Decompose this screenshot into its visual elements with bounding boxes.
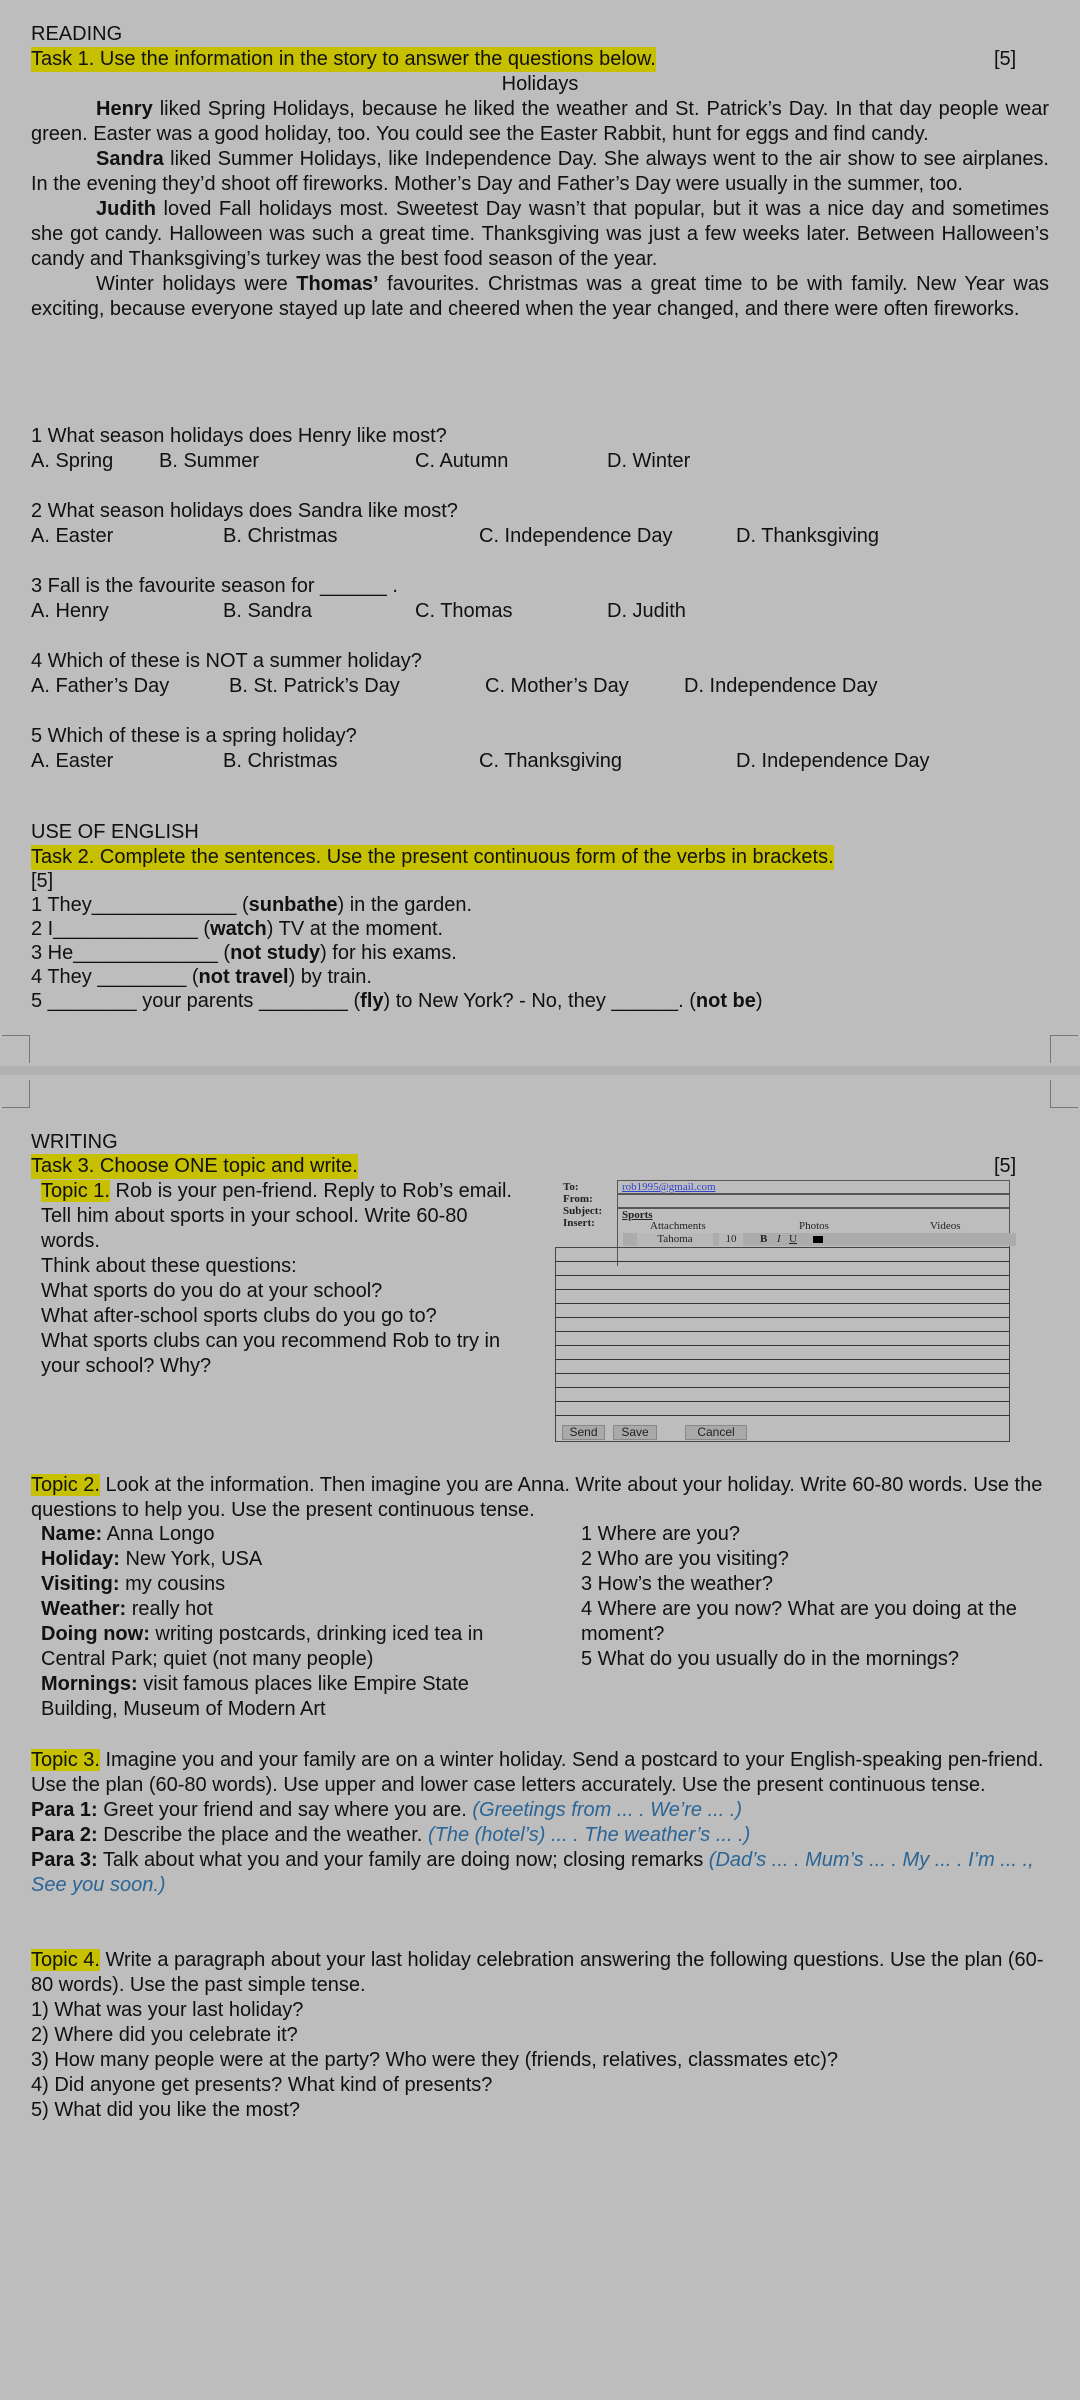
page-separator — [0, 1066, 1080, 1075]
info-name: Name: Anna Longo — [41, 1523, 215, 1545]
answer-option[interactable]: D. Thanksgiving — [736, 525, 880, 547]
task2-points: [5] — [31, 870, 54, 892]
text-line: 4 Where are you now? What are you doing at the moment? — [581, 1598, 1017, 1645]
text-line: 2) Where did you celebrate it? — [31, 2024, 298, 2046]
answer-option[interactable]: B. Christmas — [223, 750, 338, 772]
info-doing-now: Doing now: writing postcards, drinking iced tea in Central Park; quiet (not many people) — [41, 1623, 484, 1670]
answer-option[interactable]: B. St. Patrick’s Day — [229, 675, 400, 697]
color-picker-icon[interactable] — [813, 1236, 823, 1243]
topic1-think: Think about these questions: — [41, 1255, 297, 1277]
question-4: 4 Which of these is NOT a summer holiday? — [31, 650, 422, 672]
sentence-5: 5 ________ your parents ________ (fly) to New York? - No, they ______. (not be) — [31, 990, 763, 1012]
subject-label: Subject: — [563, 1205, 603, 1217]
topic1-text: Topic 1. Rob is your pen-friend. Reply to Rob’s email. Tell him about sports in your school. Write 60-80 words. — [41, 1180, 512, 1252]
info-mornings: Mornings: visit famous places like Empire State Building, Museum of Modern Art — [41, 1673, 469, 1720]
answer-option[interactable]: D. Independence Day — [684, 675, 878, 697]
topic4-text: Topic 4. Write a paragraph about your last holiday celebration answering the following questions. Use the plan (60-80 words). Use the past simple tense. — [31, 1949, 1044, 1996]
task2-instruction: Task 2. Complete the sentences. Use the present continuous form of the verbs in brackets. — [31, 846, 834, 868]
size-select[interactable]: 10 — [719, 1233, 743, 1246]
story-paragraph-judith: Judith loved Fall holidays most. Sweetest Day wasn’t that popular, but it was a nice day and sometimes she got candy. Halloween was such a great time. Thanksgiving was just a few weeks later. Between Halloween’s candy and Thanksgiving’s turkey was the best food season of the year. — [31, 198, 1049, 270]
topic1-question: What sports clubs can you recommend Rob to try in your school? Why? — [41, 1330, 501, 1377]
insert-videos[interactable]: Videos — [930, 1220, 961, 1232]
subject-field[interactable]: Sports — [617, 1208, 1010, 1266]
save-button[interactable]: Save — [613, 1425, 657, 1440]
info-holiday: Holiday: New York, USA — [41, 1548, 263, 1570]
page-corner-mark — [1050, 1035, 1078, 1063]
text-line: 2 Who are you visiting? — [581, 1548, 789, 1570]
task1-instruction: Task 1. Use the information in the story to answer the questions below. — [31, 48, 656, 70]
text-line: 3 How’s the weather? — [581, 1573, 773, 1595]
topic1-question: What after-school sports clubs do you go to? — [41, 1305, 437, 1327]
bold-button[interactable]: B — [760, 1233, 768, 1245]
story-title: Holidays — [501, 73, 579, 95]
page-corner-mark — [2, 1080, 30, 1108]
from-label: From: — [563, 1193, 593, 1205]
answer-option[interactable]: C. Independence Day — [479, 525, 673, 547]
topic3-text: Topic 3. Imagine you and your family are on a winter holiday. Send a postcard to your English-speaking pen-friend. Use the plan (60-80 words). Use upper and lower case letters accurately. Use the present continuous tense. — [31, 1749, 1044, 1796]
insert-attachments[interactable]: Attachments — [650, 1220, 706, 1232]
page-corner-mark — [1050, 1080, 1078, 1108]
answer-option[interactable]: B. Sandra — [223, 600, 312, 622]
answer-option[interactable]: A. Easter — [31, 750, 114, 772]
sentence-1: 1 They_____________ (sunbathe) in the garden. — [31, 894, 473, 916]
answer-option[interactable]: C. Autumn — [415, 450, 509, 472]
answer-option[interactable]: A. Father’s Day — [31, 675, 170, 697]
task1-points: [5] — [994, 48, 1017, 70]
question-1: 1 What season holidays does Henry like most? — [31, 425, 447, 447]
font-select[interactable]: Tahoma — [637, 1233, 713, 1246]
writing-heading: WRITING — [31, 1131, 118, 1153]
answer-option[interactable]: D. Independence Day — [736, 750, 930, 772]
sentence-3: 3 He_____________ (not study) for his exams. — [31, 942, 457, 964]
sentence-2: 2 I_____________ (watch) TV at the moment. — [31, 918, 444, 940]
story — [31, 97, 1049, 322]
reading-heading: READING — [31, 23, 123, 45]
answer-option[interactable]: A. Henry — [31, 600, 109, 622]
page-corner-mark — [2, 1035, 30, 1063]
from-field[interactable] — [617, 1194, 1010, 1208]
text-line: 3) How many people were at the party? Who were they (friends, relatives, classmates etc)? — [31, 2049, 839, 2071]
send-button[interactable]: Send — [562, 1425, 605, 1440]
answer-option[interactable]: C. Thanksgiving — [479, 750, 623, 772]
answer-option[interactable]: B. Summer — [159, 450, 260, 472]
topic2-text: Topic 2. Look at the information. Then imagine you are Anna. Write about your holiday. Write 60-80 words. Use the questions to help you. Use the present continuous tense. — [31, 1474, 1043, 1521]
sentence-4: 4 They ________ (not travel) by train. — [31, 966, 372, 988]
insert-photos[interactable]: Photos — [799, 1220, 829, 1232]
answer-option[interactable]: C. Thomas — [415, 600, 513, 622]
cancel-button[interactable]: Cancel — [685, 1425, 747, 1440]
story-paragraph-henry: Henry liked Spring Holidays, because he liked the weather and St. Patrick’s Day. In that day people wear green. Easter was a good holiday, too. You could see the Easter Rabbit, hunt for eggs and find candy. — [31, 98, 1049, 145]
answer-option[interactable]: C. Mother’s Day — [485, 675, 629, 697]
to-field[interactable]: rob1995@gmail.com — [617, 1180, 1010, 1194]
answer-option[interactable]: A. Easter — [31, 525, 114, 547]
text-line: 1 Where are you? — [581, 1523, 740, 1545]
topic3 — [31, 1748, 1051, 1898]
task3-instruction: Task 3. Choose ONE topic and write. — [31, 1155, 358, 1177]
topic2-questions — [581, 1522, 1051, 1672]
to-label: To: — [563, 1181, 579, 1193]
question-5: 5 Which of these is a spring holiday? — [31, 725, 357, 747]
insert-label: Insert: — [563, 1217, 595, 1229]
answer-option[interactable]: A. Spring — [31, 450, 114, 472]
text-line: 4) Did anyone get presents? What kind of presents? — [31, 2074, 493, 2096]
task3-points: [5] — [994, 1155, 1017, 1177]
topic2-info — [41, 1522, 521, 1722]
story-paragraph-sandra: Sandra liked Summer Holidays, like Independence Day. She always went to the air show to see airplanes. In the evening they’d shoot off fireworks. Mother’s Day and Father’s Day were usually in the summer, too. — [31, 148, 1049, 195]
answer-option[interactable]: D. Winter — [607, 450, 691, 472]
topic3-para-2: Para 2: Describe the place and the weather. (The (hotel’s) ... . The weather’s ... .) — [31, 1824, 751, 1846]
text-line: 5 What do you usually do in the mornings? — [581, 1648, 959, 1670]
topic3-para-3: Para 3: Talk about what you and your family are doing now; closing remarks (Dad’s ... . Mum’s ... . My ... . I’m ... ., See you soon.) — [31, 1849, 1034, 1896]
topic1 — [41, 1179, 531, 1379]
topic3-para-1: Para 1: Greet your friend and say where you are. (Greetings from ... . We’re ... .) — [31, 1799, 743, 1821]
text-line: 1) What was your last holiday? — [31, 1999, 304, 2021]
question-2: 2 What season holidays does Sandra like most? — [31, 500, 458, 522]
english-heading: USE OF ENGLISH — [31, 821, 199, 843]
topic1-question: What sports do you do at your school? — [41, 1280, 383, 1302]
info-visiting: Visiting: my cousins — [41, 1573, 226, 1595]
underline-button[interactable]: U — [789, 1233, 797, 1245]
answer-option[interactable]: D. Judith — [607, 600, 686, 622]
format-toolbar — [623, 1233, 1016, 1246]
question-3: 3 Fall is the favourite season for ______ . — [31, 575, 398, 597]
topic4 — [31, 1948, 1051, 2123]
italic-button[interactable]: I — [777, 1233, 781, 1245]
text-line: 5) What did you like the most? — [31, 2099, 301, 2121]
info-weather: Weather: really hot — [41, 1598, 213, 1620]
answer-option[interactable]: B. Christmas — [223, 525, 338, 547]
story-paragraph-thomas: Winter holidays were Thomas’ favourites. Christmas was a great time to be with family. New Year was exciting, because everyone stayed up late and cheered when the year changed, and there were often fireworks. — [31, 273, 1049, 320]
email-form — [555, 1178, 1010, 1442]
